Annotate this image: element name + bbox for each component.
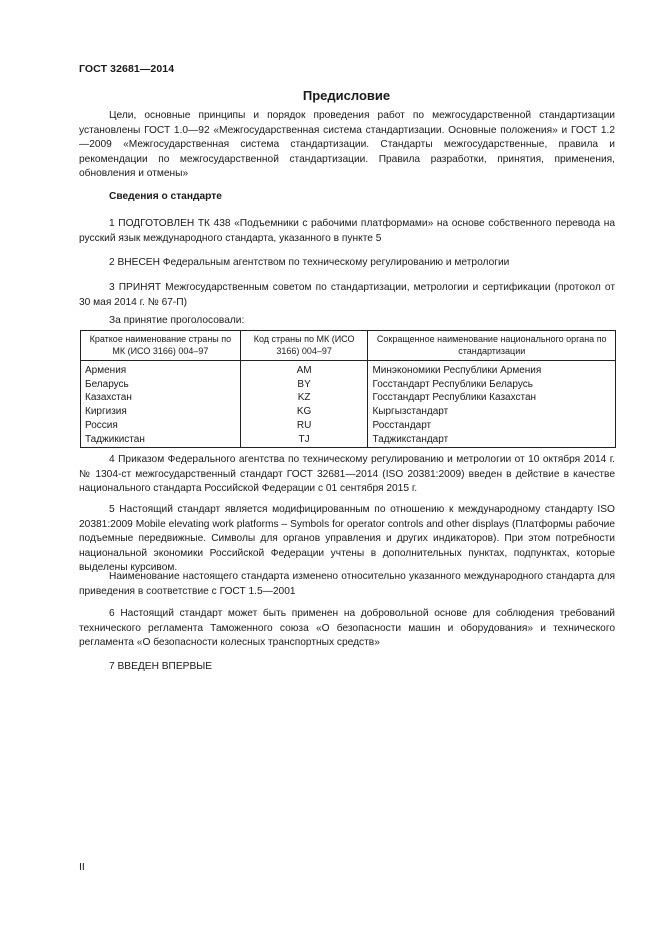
table-header-row xyxy=(81,331,616,361)
table-row xyxy=(81,433,616,448)
country-code: AM xyxy=(240,361,368,378)
standards-body: Кыргызстандарт xyxy=(368,405,616,419)
document-id: ГОСТ 32681—2014 xyxy=(79,63,175,75)
item-5-modified: 5 Настоящий стандарт является модифицированным по отношению к международному стандарту ISO 20381:2009 Mobile elevating work platforms – Symbols for operator controls and other displays (Платформы рабочие подъемные передвижные. Символы для органов управления и других индикаторов). При этом потребности национальной экономики Российской Федерации учтены в дополнительных пунктах, подпунктах, которые выделены курсивом. xyxy=(79,504,615,574)
country-name: Россия xyxy=(81,419,241,433)
country-code: KZ xyxy=(240,391,368,405)
country-code: KG xyxy=(240,405,368,419)
header-country-name: Краткое наименование страны по МК (ИСО 3166) 004–97 xyxy=(81,331,241,361)
country-name: Казахстан xyxy=(81,391,241,405)
item-3-adopted: 3 ПРИНЯТ Межгосударственным советом по стандартизации, метрологии и сертификации (протокол от 30 мая 2014 г. № 67-П) xyxy=(79,282,615,308)
item-6-voluntary: 6 Настоящий стандарт может быть применен на добровольной основе для соблюдения требований технического регламента Таможенного союза «О безопасности машин и оборудования» и технического регламента «О безопасности колесных транспортных средств» xyxy=(79,608,615,649)
country-name: Армения xyxy=(81,361,241,378)
country-code: RU xyxy=(240,419,368,433)
standards-body: Минэкономики Республики Армения xyxy=(368,361,616,378)
table-row xyxy=(81,361,616,378)
standards-body: Росстандарт xyxy=(368,419,616,433)
table-row xyxy=(81,378,616,392)
table-row xyxy=(81,405,616,419)
item-4-order: 4 Приказом Федерального агентства по техническому регулированию и метрологии от 10 октября 2014 г. № 1304-ст межгосударственный стандарт ГОСТ 32681—2014 (ISO 20381:2009) введен в действие в качестве национального стандарта Российской Федерации с 01 сентября 2015 г. xyxy=(79,454,615,495)
voted-label: За принятие проголосовали: xyxy=(109,315,245,326)
table-row xyxy=(81,391,616,405)
country-name: Киргизия xyxy=(81,405,241,419)
page-number: II xyxy=(79,861,85,873)
header-standards-body: Сокращенное наименование национального органа по стандартизации xyxy=(368,331,616,361)
standards-body: Госстандарт Республики Казахстан xyxy=(368,391,616,405)
page-title: Предисловие xyxy=(302,88,391,103)
country-code: BY xyxy=(240,378,368,392)
country-name: Беларусь xyxy=(81,378,241,392)
standards-body: Госстандарт Республики Беларусь xyxy=(368,378,616,392)
standards-body: Таджикстандарт xyxy=(368,433,616,448)
country-name: Таджикистан xyxy=(81,433,241,448)
country-code: TJ xyxy=(240,433,368,448)
voting-table xyxy=(80,330,616,448)
table-row xyxy=(81,419,616,433)
section-subheading: Сведения о стандарте xyxy=(109,191,222,202)
header-country-code: Код страны по МК (ИСО 3166) 004–97 xyxy=(240,331,368,361)
item-2-submitted: 2 ВНЕСЕН Федеральным агентством по техническому регулированию и метрологии xyxy=(109,257,510,268)
intro-paragraph: Цели, основные принципы и порядок проведения работ по межгосударственной стандартизации установлены ГОСТ 1.0—92 «Межгосударственная система стандартизации. Основные положения» и ГОСТ 1.2—2009 «Межгосударственная система стандартизации. Стандарты межгосударственные, правила и рекомендации по межгосударственной стандартизации. Правила разработки, принятия, применения, обновления и отмены» xyxy=(79,110,615,180)
item-5-name-change: Наименование настоящего стандарта изменено относительно указанного международного стандарта для приведения в соответствие с ГОСТ 1.5—2001 xyxy=(79,571,615,597)
item-1-prepared: 1 ПОДГОТОВЛЕН ТК 438 «Подъемники с рабочими платформами» на основе собственного перевода на русский язык международного стандарта, указанного в пункте 5 xyxy=(79,218,615,244)
item-7-introduced: 7 ВВЕДЕН ВПЕРВЫЕ xyxy=(109,661,213,672)
